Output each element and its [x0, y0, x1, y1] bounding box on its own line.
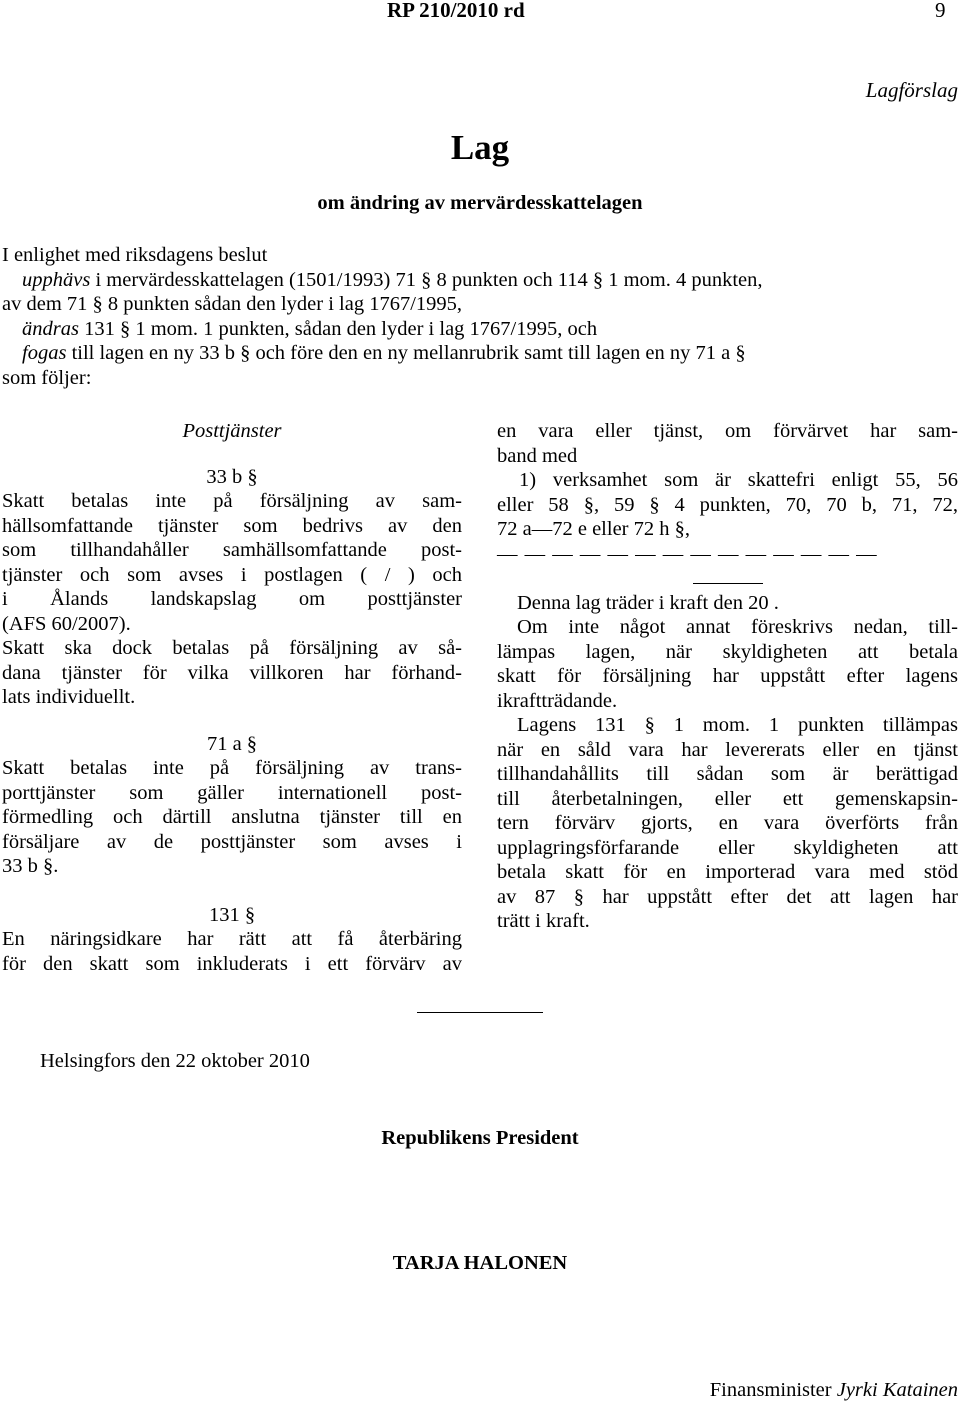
preamble-line: I enlighet med riksdagens beslut: [2, 244, 268, 266]
minister-signature: [710, 1378, 958, 1403]
preamble-verb: fogas: [22, 342, 67, 364]
page-number: 9: [935, 0, 946, 22]
text-line: skatt för försäljning har uppstått efter lagens: [497, 665, 958, 687]
text-line: som tillhandahåller samhällsomfattande post-: [2, 539, 462, 561]
preamble-text: till lagen en ny 33 b § och före den en ny mellanrubrik samt till lagen en ny 71 a §: [66, 342, 746, 364]
section-131-continuation: [497, 419, 958, 468]
preamble-line: [2, 341, 958, 366]
text-line: upplagringsförfarande eller skyldigheten att: [497, 836, 958, 859]
text-line: eller 58 §, 59 § 4 punkten, 70, 70 b, 71, 72,: [497, 493, 958, 516]
section-label: Lagförslag: [865, 78, 958, 102]
text-line: en vara eller tjänst, om förvärvet har sam-: [497, 420, 958, 442]
president-title: Republikens President: [381, 1127, 579, 1149]
section-131-paragraph: [2, 927, 462, 976]
text-line: Skatt betalas inte på försäljning av trans-: [2, 757, 462, 779]
preamble-line: [2, 268, 958, 293]
law-subtitle: om ändring av mervärdesskattelagen: [317, 192, 643, 214]
document-id: RP 210/2010 rd: [387, 0, 525, 22]
section-number-131: 131 §: [208, 903, 256, 926]
chapter-heading: Posttjänster: [182, 420, 282, 442]
preamble-text: 131 § 1 mom. 1 punkten, sådan den lyder i lag 1767/1995, och: [78, 317, 598, 340]
text-line: (AFS 60/2007).: [2, 612, 131, 635]
text-line: 33 b §.: [2, 855, 59, 877]
text-line: En näringsidkare har rätt att få återbäring: [2, 928, 462, 950]
separator-row: [497, 566, 958, 591]
law-title: Lag: [450, 128, 510, 167]
text-line: när en såld vara har levererats eller en tjänst: [497, 738, 958, 761]
preamble-text: i mervärdesskattelagen (1501/1993) 71 § 8 punkten och 114 § 1 mom. 4 punkten,: [90, 268, 763, 291]
place-and-date: Helsingfors den 22 oktober 2010: [40, 1050, 310, 1072]
text-line: 72 a—72 e eller 72 h §,: [497, 518, 690, 540]
preamble: [2, 243, 958, 390]
transitional-paragraph-2: [497, 713, 958, 934]
entry-into-force: Denna lag träder i kraft den 20 .: [517, 591, 779, 614]
text-line: 1) verksamhet som är skattefri enligt 55, 56: [519, 469, 958, 491]
text-line: för den skatt som inkluderats i ett förvärv av: [2, 952, 462, 975]
text-line: hällsomfattande tjänster som bedrivs av den: [2, 514, 462, 537]
preamble-line: av dem 71 § 8 punkten sådan den lyder i lag 1767/1995,: [2, 293, 463, 315]
text-line: tillhandahållits till sådan som är berättigad: [497, 763, 958, 785]
president-name: TARJA HALONEN: [392, 1252, 568, 1274]
text-line: i Ålands landskapslag om posttjänster: [2, 588, 462, 610]
divider-end-of-law: [417, 1012, 543, 1013]
section-131-item-1: [497, 468, 958, 542]
text-line: Om inte något annat föreskrivs nedan, till-: [517, 616, 958, 638]
minister-title: Finansminister: [709, 1379, 832, 1401]
section-71a-paragraph: [2, 756, 462, 879]
minister-name: Jyrki Katainen: [836, 1379, 958, 1401]
preamble-verb: upphävs: [22, 268, 91, 291]
preamble-line: [2, 317, 958, 342]
text-line: Skatt betalas inte på försäljning av sam-: [2, 490, 462, 512]
text-line: lats individuellt.: [2, 686, 136, 708]
text-line: försäljare av de posttjänster som avses i: [2, 830, 462, 853]
left-column: [2, 419, 462, 976]
transitional-paragraph-1: [497, 615, 958, 713]
text-line: Skatt ska dock betalas på försäljning av så-: [2, 637, 462, 659]
text-line: betala skatt för en importerad vara med stöd: [497, 861, 958, 883]
text-line: band med: [497, 444, 578, 467]
text-line: dana tjänster för vilka villkoren har förhand-: [2, 661, 462, 684]
preamble-verb: ändras: [22, 317, 79, 340]
text-line: trätt i kraft.: [497, 910, 590, 932]
text-line: ikraftträdande.: [497, 689, 618, 712]
text-line: förmedling och därtill anslutna tjänster till en: [2, 806, 462, 828]
text-line: av 87 § har uppstått efter det att lagen har: [497, 885, 958, 908]
section-33b-paragraph-1: [2, 489, 462, 636]
text-line: Lagens 131 § 1 mom. 1 punkten tillämpas: [517, 714, 958, 736]
section-number-71a: 71 a §: [206, 732, 258, 755]
text-line: tern förvärv gjorts, en vara överförts från: [497, 812, 958, 834]
text-line: lämpas lagen, när skyldigheten att betala: [497, 640, 958, 663]
text-line: tjänster och som avses i postlagen ( / ) och: [2, 563, 462, 586]
text-line: porttjänster som gäller internationell post-: [2, 781, 462, 804]
section-33b-paragraph-2: [2, 636, 462, 710]
text-line: till återbetalningen, eller ett gemenskapsin-: [497, 787, 958, 810]
section-number-33b: 33 b §: [206, 465, 258, 488]
preamble-line: som följer:: [2, 366, 92, 389]
omission-dashes: — — — — — — — — — — — — — —: [497, 542, 878, 565]
divider-short: [693, 583, 763, 584]
right-column: [497, 419, 958, 934]
